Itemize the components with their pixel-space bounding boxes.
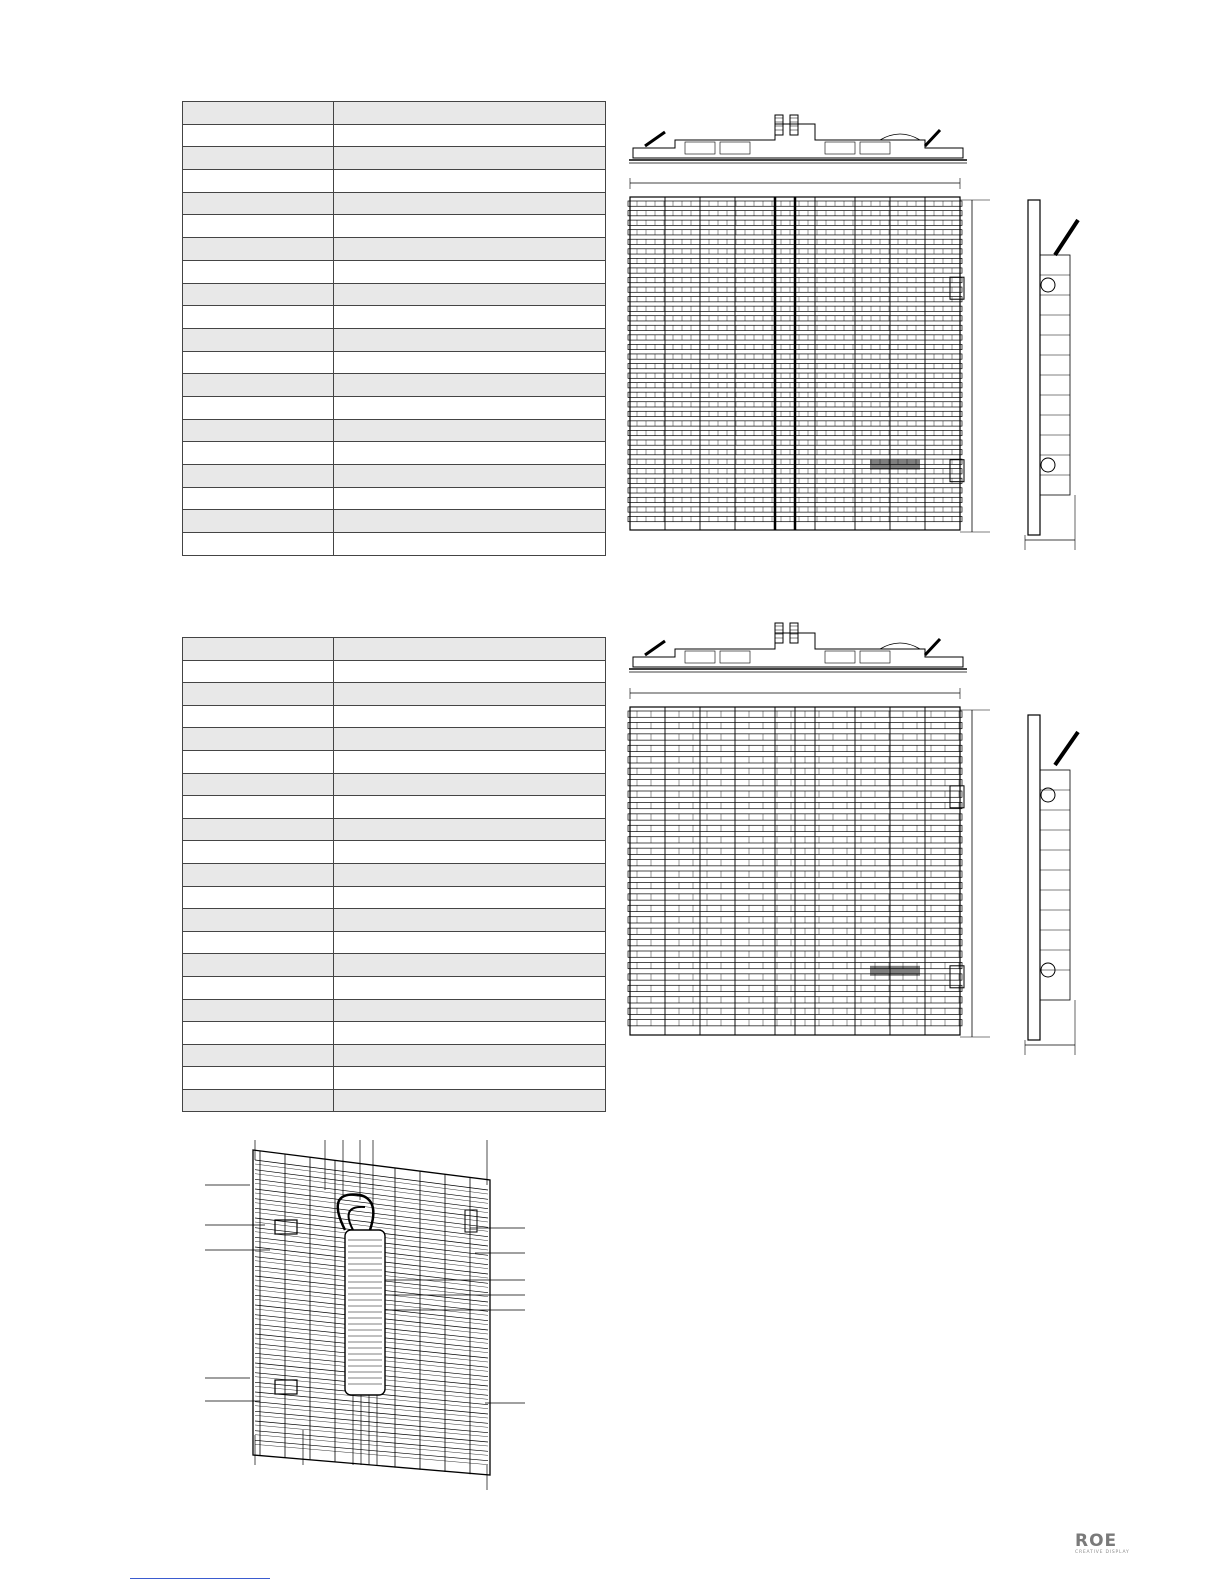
spec-value-cell (334, 750, 606, 773)
spec-row (183, 863, 606, 886)
spec-row (183, 1022, 606, 1045)
spec-value-cell (334, 283, 606, 306)
logo-tagline: CREATIVE DISPLAY (1075, 1550, 1130, 1555)
spec-value-cell (334, 487, 606, 510)
spec-value-cell (334, 419, 606, 442)
spec-row (183, 192, 606, 215)
spec-row (183, 487, 606, 510)
spec-key-cell (183, 1022, 334, 1045)
spec-value-cell (334, 533, 606, 556)
panel-side-view-1 (1020, 195, 1085, 555)
spec-value-cell (334, 999, 606, 1022)
spec-row (183, 465, 606, 488)
spec-row (183, 260, 606, 283)
spec-value-cell (334, 102, 606, 125)
spec-value-cell (334, 510, 606, 533)
spec-row (183, 638, 606, 661)
spec-key-cell (183, 886, 334, 909)
panel-side-view-2 (1020, 710, 1085, 1060)
spec-value-cell (334, 1022, 606, 1045)
spec-value-cell (334, 886, 606, 909)
spec-value-cell (334, 773, 606, 796)
spec-row (183, 533, 606, 556)
spec-row (183, 660, 606, 683)
spec-row (183, 238, 606, 261)
spec-row (183, 841, 606, 864)
spec-value-cell (334, 954, 606, 977)
spec-value-cell (334, 238, 606, 261)
spec-value-cell (334, 170, 606, 193)
spec-row (183, 102, 606, 125)
spec-key-cell (183, 215, 334, 238)
spec-key-cell (183, 705, 334, 728)
spec-value-cell (334, 306, 606, 329)
spec-key-cell (183, 1044, 334, 1067)
spec-key-cell (183, 374, 334, 397)
spec-value-cell (334, 442, 606, 465)
spec-value-cell (334, 660, 606, 683)
spec-value-cell (334, 215, 606, 238)
spec-key-cell (183, 465, 334, 488)
spec-value-cell (334, 705, 606, 728)
spec-table-1 (182, 101, 606, 556)
spec-row (183, 328, 606, 351)
spec-key-cell (183, 283, 334, 306)
spec-row (183, 374, 606, 397)
logo-brand: ROE (1075, 1531, 1118, 1551)
spec-value-cell (334, 909, 606, 932)
spec-key-cell (183, 638, 334, 661)
spec-row (183, 750, 606, 773)
spec-value-cell (334, 374, 606, 397)
spec-key-cell (183, 954, 334, 977)
spec-key-cell (183, 909, 334, 932)
spec-value-cell (334, 192, 606, 215)
spec-table-2 (182, 637, 606, 1112)
spec-key-cell (183, 306, 334, 329)
spec-key-cell (183, 818, 334, 841)
spec-value-cell (334, 796, 606, 819)
spec-value-cell (334, 351, 606, 374)
spec-key-cell (183, 976, 334, 999)
spec-key-cell (183, 192, 334, 215)
spec-key-cell (183, 487, 334, 510)
spec-row (183, 999, 606, 1022)
footer-link-underline[interactable] (130, 1578, 270, 1579)
spec-row (183, 396, 606, 419)
spec-key-cell (183, 796, 334, 819)
spec-row (183, 147, 606, 170)
spec-value-cell (334, 638, 606, 661)
spec-key-cell (183, 351, 334, 374)
spec-value-cell (334, 683, 606, 706)
spec-value-cell (334, 1089, 606, 1112)
spec-value-cell (334, 1044, 606, 1067)
spec-key-cell (183, 863, 334, 886)
spec-key-cell (183, 931, 334, 954)
spec-row (183, 1067, 606, 1090)
spec-key-cell (183, 260, 334, 283)
spec-key-cell (183, 841, 334, 864)
spec-value-cell (334, 465, 606, 488)
spec-row (183, 818, 606, 841)
spec-value-cell (334, 728, 606, 751)
spec-row (183, 931, 606, 954)
spec-row (183, 886, 606, 909)
spec-row (183, 283, 606, 306)
spec-row (183, 954, 606, 977)
panel-top-view-2 (625, 615, 970, 675)
spec-row (183, 796, 606, 819)
spec-row (183, 773, 606, 796)
spec-key-cell (183, 533, 334, 556)
spec-key-cell (183, 328, 334, 351)
spec-value-cell (334, 863, 606, 886)
panel-top-view-1 (625, 110, 970, 165)
spec-value-cell (334, 328, 606, 351)
spec-key-cell (183, 683, 334, 706)
spec-key-cell (183, 124, 334, 147)
spec-key-cell (183, 1089, 334, 1112)
spec-value-cell (334, 931, 606, 954)
spec-key-cell (183, 442, 334, 465)
spec-key-cell (183, 396, 334, 419)
panel-front-view-1 (625, 175, 1000, 545)
spec-row (183, 909, 606, 932)
roe-logo (1075, 1532, 1135, 1555)
spec-row (183, 976, 606, 999)
spec-row (183, 124, 606, 147)
spec-row (183, 306, 606, 329)
spec-value-cell (334, 147, 606, 170)
spec-row (183, 728, 606, 751)
spec-row (183, 351, 606, 374)
spec-key-cell (183, 728, 334, 751)
spec-value-cell (334, 976, 606, 999)
spec-key-cell (183, 1067, 334, 1090)
spec-value-cell (334, 396, 606, 419)
spec-key-cell (183, 147, 334, 170)
spec-key-cell (183, 773, 334, 796)
spec-key-cell (183, 999, 334, 1022)
spec-row (183, 683, 606, 706)
spec-row (183, 510, 606, 533)
spec-key-cell (183, 750, 334, 773)
spec-row (183, 442, 606, 465)
spec-key-cell (183, 238, 334, 261)
spec-key-cell (183, 102, 334, 125)
spec-key-cell (183, 419, 334, 442)
spec-value-cell (334, 841, 606, 864)
spec-value-cell (334, 124, 606, 147)
spec-value-cell (334, 818, 606, 841)
spec-key-cell (183, 170, 334, 193)
spec-key-cell (183, 660, 334, 683)
spec-value-cell (334, 260, 606, 283)
spec-value-cell (334, 1067, 606, 1090)
panel-front-view-2 (625, 685, 1000, 1050)
spec-row (183, 215, 606, 238)
spec-row (183, 1089, 606, 1112)
panel-rear-perspective (195, 1135, 535, 1505)
spec-row (183, 419, 606, 442)
spec-row (183, 705, 606, 728)
spec-row (183, 170, 606, 193)
spec-key-cell (183, 510, 334, 533)
spec-row (183, 1044, 606, 1067)
